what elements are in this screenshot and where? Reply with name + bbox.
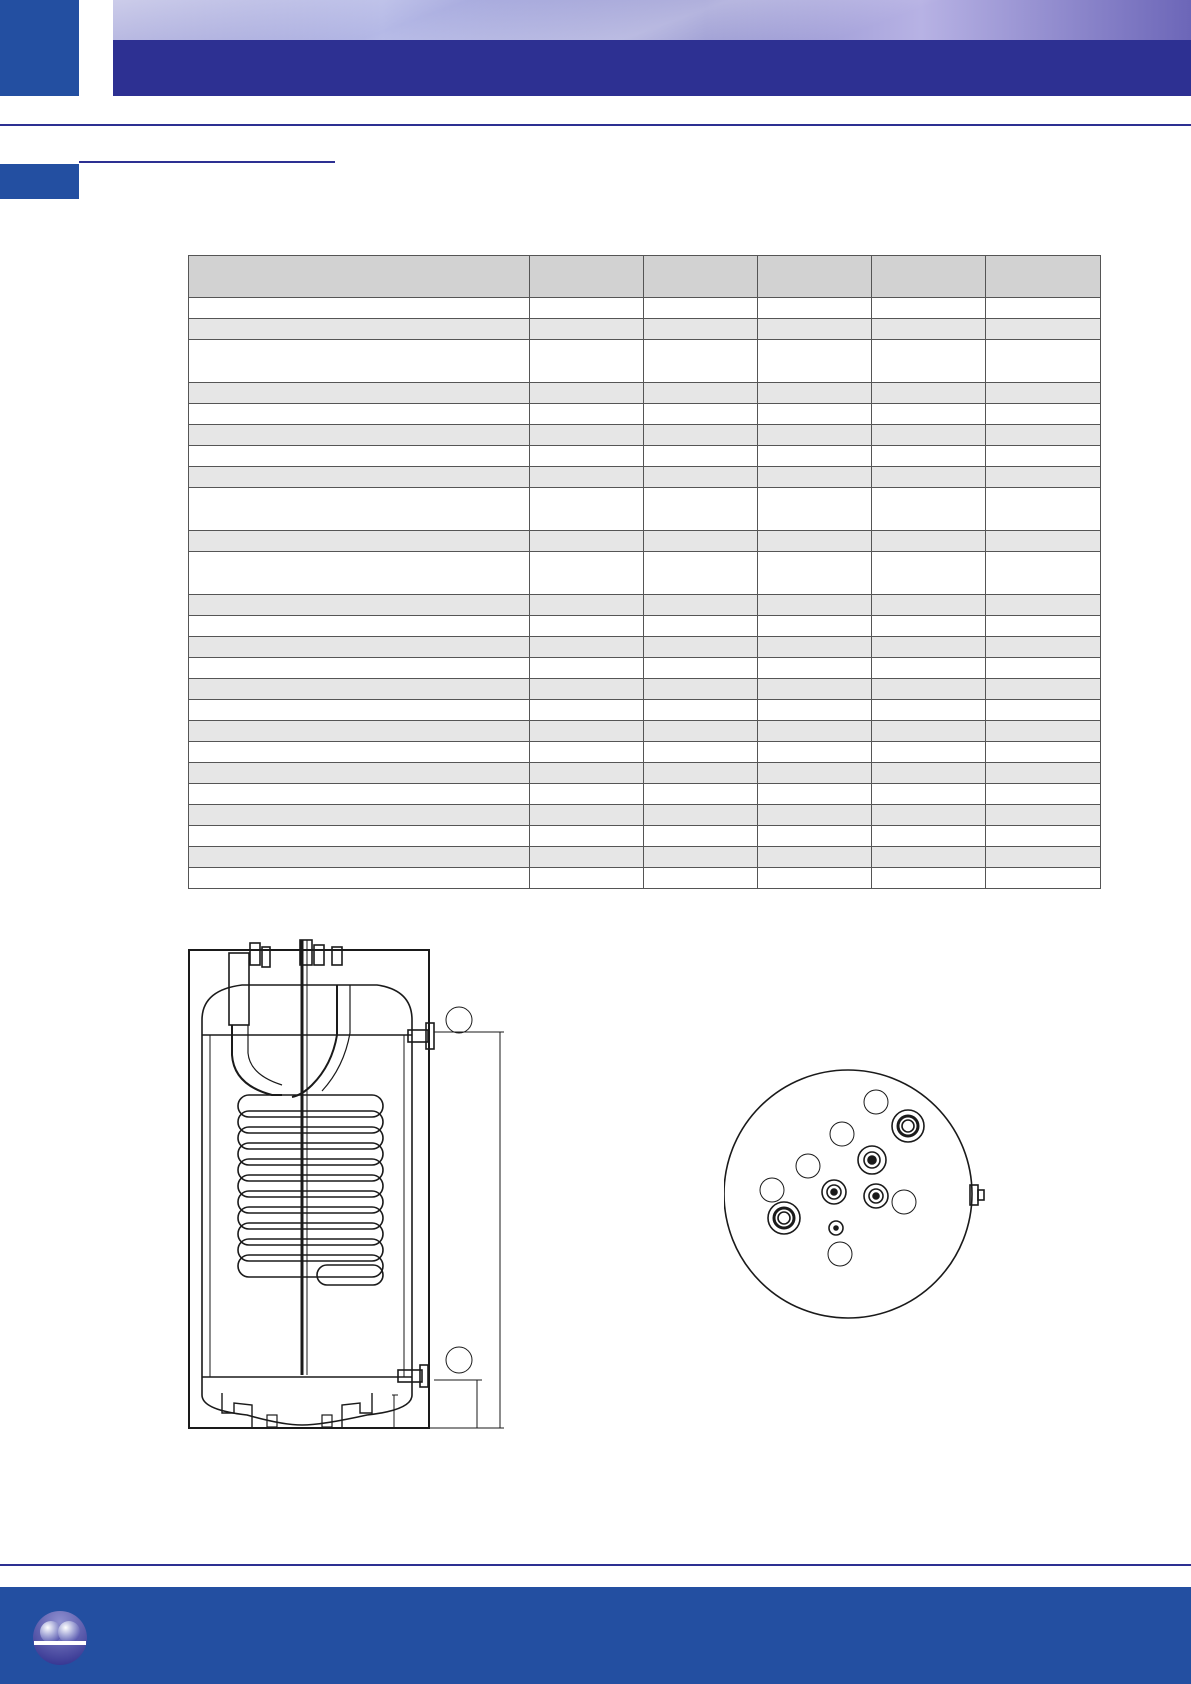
spec-table-row	[189, 679, 1101, 700]
spec-value-cell	[644, 763, 758, 784]
spec-value-cell	[986, 552, 1101, 595]
plan-drawing-view	[717, 1314, 718, 1315]
spec-value-cell	[644, 700, 758, 721]
spec-value-cell	[530, 298, 644, 319]
cylinder-side-elevation-drawing	[172, 935, 532, 1435]
spec-value-cell	[986, 319, 1101, 340]
plan-callout	[864, 1090, 888, 1114]
spec-row-label	[189, 446, 530, 467]
spec-row-label	[189, 531, 530, 552]
spec-table-row	[189, 721, 1101, 742]
spec-value-cell	[530, 383, 644, 404]
spec-value-cell	[872, 784, 986, 805]
spec-value-cell	[872, 383, 986, 404]
spec-value-cell	[872, 595, 986, 616]
spec-value-cell	[758, 826, 872, 847]
top-view-drawing	[720, 1320, 721, 1321]
spec-value-cell	[644, 340, 758, 383]
spec-value-cell	[986, 805, 1101, 826]
spec-value-cell	[758, 742, 872, 763]
plan-callout	[828, 1242, 852, 1266]
spec-value-cell	[872, 404, 986, 425]
spec-value-cell	[758, 552, 872, 595]
spec-value-cell	[986, 763, 1101, 784]
spec-row-label	[189, 805, 530, 826]
spec-value-cell	[530, 805, 644, 826]
spec-value-cell	[872, 742, 986, 763]
cylinder-top-plan	[719, 1315, 720, 1316]
spec-value-cell	[644, 488, 758, 531]
header-tab-block	[0, 0, 79, 96]
spec-value-cell	[644, 721, 758, 742]
spec-value-cell	[530, 467, 644, 488]
spec-value-cell	[530, 679, 644, 700]
spec-row-label	[189, 637, 530, 658]
plan-fitting	[892, 1110, 924, 1142]
header-banner-image	[113, 0, 1191, 40]
spec-row-label	[189, 340, 530, 383]
spec-value-cell	[530, 847, 644, 868]
spec-value-cell	[872, 467, 986, 488]
spec-value-cell	[644, 826, 758, 847]
spec-value-cell	[758, 446, 872, 467]
spec-header-cell	[644, 256, 758, 298]
spec-value-cell	[758, 616, 872, 637]
side-callout	[446, 1347, 472, 1373]
spec-value-cell	[530, 784, 644, 805]
plan-fitting	[768, 1202, 800, 1234]
spec-value-cell	[758, 319, 872, 340]
spec-row-label	[189, 298, 530, 319]
spec-row-label	[189, 383, 530, 404]
drawn-cylinder-top-plan-drawing	[718, 1318, 719, 1319]
spec-row-label	[189, 658, 530, 679]
spec-row-label	[189, 784, 530, 805]
spec-value-cell	[530, 658, 644, 679]
spec-table-row	[189, 552, 1101, 595]
spec-value-cell	[872, 763, 986, 784]
dimension-lines	[392, 1032, 504, 1428]
outer-casing	[189, 950, 429, 1428]
spec-row-label	[189, 847, 530, 868]
spec-value-cell	[872, 637, 986, 658]
spec-value-cell	[530, 531, 644, 552]
plan-callout	[796, 1154, 820, 1178]
spec-value-cell	[530, 700, 644, 721]
spec-value-cell	[986, 383, 1101, 404]
spec-value-cell	[986, 658, 1101, 679]
spec-value-cell	[758, 805, 872, 826]
spec-value-cell	[872, 868, 986, 889]
spec-value-cell	[872, 531, 986, 552]
spec-value-cell	[644, 637, 758, 658]
spec-value-cell	[872, 319, 986, 340]
header-title-bar	[113, 40, 1191, 96]
spec-row-label	[189, 425, 530, 446]
spec-table-row	[189, 425, 1101, 446]
spec-value-cell	[530, 616, 644, 637]
footer-divider	[0, 1564, 1191, 1566]
spec-value-cell	[758, 531, 872, 552]
spec-table-row	[189, 340, 1101, 383]
spec-row-label	[189, 868, 530, 889]
spec-value-cell	[644, 467, 758, 488]
spec-value-cell	[644, 658, 758, 679]
top-fittings	[229, 940, 342, 1025]
spec-value-cell	[986, 616, 1101, 637]
spec-value-cell	[986, 446, 1101, 467]
spec-table	[188, 255, 1101, 889]
header-divider	[0, 124, 1191, 126]
spec-value-cell	[986, 298, 1101, 319]
spec-value-cell	[986, 425, 1101, 446]
spec-value-cell	[644, 868, 758, 889]
spec-value-cell	[758, 595, 872, 616]
spec-table-row	[189, 826, 1101, 847]
final-top-view	[718, 1316, 719, 1317]
spec-value-cell	[644, 383, 758, 404]
spec-value-cell	[986, 467, 1101, 488]
spec-table-row	[189, 531, 1101, 552]
spec-value-cell	[872, 679, 986, 700]
plan-callout	[760, 1178, 784, 1202]
top-plan-view	[721, 1319, 722, 1320]
top-view-cylinder	[726, 1324, 727, 1325]
spec-value-cell	[644, 616, 758, 637]
cylinder-top-view	[720, 1316, 721, 1317]
spec-value-cell	[530, 868, 644, 889]
spec-value-cell	[986, 679, 1101, 700]
spec-header-cell	[530, 256, 644, 298]
spec-table-row	[189, 868, 1101, 889]
spec-value-cell	[872, 658, 986, 679]
spec-row-label	[189, 721, 530, 742]
spec-value-cell	[872, 847, 986, 868]
spec-value-cell	[872, 616, 986, 637]
spec-value-cell	[758, 784, 872, 805]
spec-value-cell	[758, 637, 872, 658]
spec-value-cell	[644, 446, 758, 467]
spec-row-label	[189, 742, 530, 763]
spec-value-cell	[758, 679, 872, 700]
spec-value-cell	[758, 721, 872, 742]
spec-value-cell	[758, 868, 872, 889]
spec-value-cell	[644, 595, 758, 616]
spec-value-cell	[530, 721, 644, 742]
brand-logo-icon	[32, 1610, 88, 1666]
spec-value-cell	[986, 847, 1101, 868]
spec-value-cell	[986, 868, 1101, 889]
spec-value-cell	[872, 298, 986, 319]
lower-side-connection	[398, 1370, 422, 1382]
spec-header-cell	[986, 256, 1101, 298]
spec-value-cell	[758, 298, 872, 319]
base-feet	[222, 1393, 372, 1427]
spec-value-cell	[986, 826, 1101, 847]
spec-row-label	[189, 826, 530, 847]
spec-value-cell	[530, 763, 644, 784]
spec-header-cell	[758, 256, 872, 298]
spec-table-row	[189, 847, 1101, 868]
cylinder-plan-drawing-view	[717, 1313, 718, 1314]
spec-value-cell	[758, 340, 872, 383]
spec-value-cell	[530, 319, 644, 340]
spec-row-label	[189, 319, 530, 340]
spec-row-label	[189, 404, 530, 425]
spec-table-row	[189, 763, 1101, 784]
spec-value-cell	[530, 340, 644, 383]
plan-fitting	[858, 1146, 886, 1174]
spec-table-row	[189, 319, 1101, 340]
spec-row-label	[189, 552, 530, 595]
spec-value-cell	[530, 595, 644, 616]
spec-value-cell	[758, 467, 872, 488]
spec-value-cell	[644, 319, 758, 340]
spec-value-cell	[986, 404, 1101, 425]
spec-table-row	[189, 298, 1101, 319]
side-callout	[446, 1007, 472, 1033]
cylinder-top-plan-real	[720, 1318, 721, 1319]
plan	[718, 1314, 719, 1315]
spec-row-label	[189, 700, 530, 721]
spec-value-cell	[758, 488, 872, 531]
spec-value-cell	[644, 679, 758, 700]
spec-value-cell	[644, 805, 758, 826]
spec-value-cell	[644, 425, 758, 446]
spec-value-cell	[530, 552, 644, 595]
spec-value-cell	[872, 425, 986, 446]
spec-value-cell	[872, 340, 986, 383]
spec-value-cell	[644, 298, 758, 319]
spec-value-cell	[644, 404, 758, 425]
spec-table-row	[189, 637, 1101, 658]
spec-table-row	[189, 488, 1101, 531]
plan-callout	[892, 1190, 916, 1214]
spec-row-label	[189, 467, 530, 488]
top-plan-drawing	[724, 1320, 725, 1321]
spec-table-row	[189, 805, 1101, 826]
spec-value-cell	[530, 488, 644, 531]
spec-value-cell	[758, 383, 872, 404]
spec-value-cell	[986, 721, 1101, 742]
spec-value-cell	[644, 847, 758, 868]
spec-value-cell	[530, 826, 644, 847]
plan-fitting	[829, 1221, 843, 1235]
spec-value-cell	[530, 425, 644, 446]
spec-value-cell	[644, 531, 758, 552]
section-marker	[0, 164, 79, 199]
spec-value-cell	[986, 531, 1101, 552]
spec-table-row	[189, 467, 1101, 488]
footer-bar	[0, 1587, 1191, 1684]
spec-value-cell	[644, 552, 758, 595]
spec-table-row	[189, 404, 1101, 425]
spec-value-cell	[872, 805, 986, 826]
spec-value-cell	[758, 763, 872, 784]
plan-fitting	[864, 1184, 888, 1208]
spec-header-cell	[872, 256, 986, 298]
spec-value-cell	[758, 425, 872, 446]
spec-value-cell	[986, 637, 1101, 658]
spec-value-cell	[758, 847, 872, 868]
spec-value-cell	[986, 784, 1101, 805]
spec-value-cell	[872, 446, 986, 467]
spec-header-cell	[189, 256, 530, 298]
spec-value-cell	[872, 488, 986, 531]
spec-row-label	[189, 679, 530, 700]
section-title-underline	[79, 161, 335, 163]
plan-fitting	[822, 1180, 846, 1204]
plan-view-cylinder	[719, 1316, 720, 1317]
spec-value-cell	[758, 700, 872, 721]
spec-value-cell	[986, 340, 1101, 383]
spec-value-cell	[758, 404, 872, 425]
spec-table-row	[189, 742, 1101, 763]
spec-value-cell	[530, 637, 644, 658]
cylinder-plan-view-visible-drawing	[724, 1068, 994, 1320]
upper-side-connection	[408, 1030, 428, 1042]
spec-table-row	[189, 446, 1101, 467]
spec-value-cell	[530, 446, 644, 467]
heat-exchanger-coil	[238, 1095, 383, 1285]
spec-table-row	[189, 658, 1101, 679]
spec-table-row	[189, 595, 1101, 616]
spec-value-cell	[530, 742, 644, 763]
spec-value-cell	[872, 700, 986, 721]
spec-value-cell	[644, 742, 758, 763]
spec-value-cell	[530, 404, 644, 425]
spec-row-label	[189, 763, 530, 784]
spec-value-cell	[872, 721, 986, 742]
plan-callout	[830, 1122, 854, 1146]
spec-table-row	[189, 700, 1101, 721]
spec-value-cell	[872, 826, 986, 847]
spec-value-cell	[758, 658, 872, 679]
spec-table-header-row	[189, 256, 1101, 298]
spec-value-cell	[986, 700, 1101, 721]
spec-value-cell	[644, 784, 758, 805]
spec-row-label	[189, 616, 530, 637]
header-gap	[79, 0, 113, 96]
cylinder-top-plan-view	[723, 1321, 724, 1322]
spec-value-cell	[986, 742, 1101, 763]
spec-value-cell	[986, 595, 1101, 616]
spec-value-cell	[986, 488, 1101, 531]
spec-row-label	[189, 595, 530, 616]
spec-table-row	[189, 784, 1101, 805]
spec-table-row	[189, 383, 1101, 404]
spec-value-cell	[872, 552, 986, 595]
spec-row-label	[189, 488, 530, 531]
spec-table-row	[189, 616, 1101, 637]
